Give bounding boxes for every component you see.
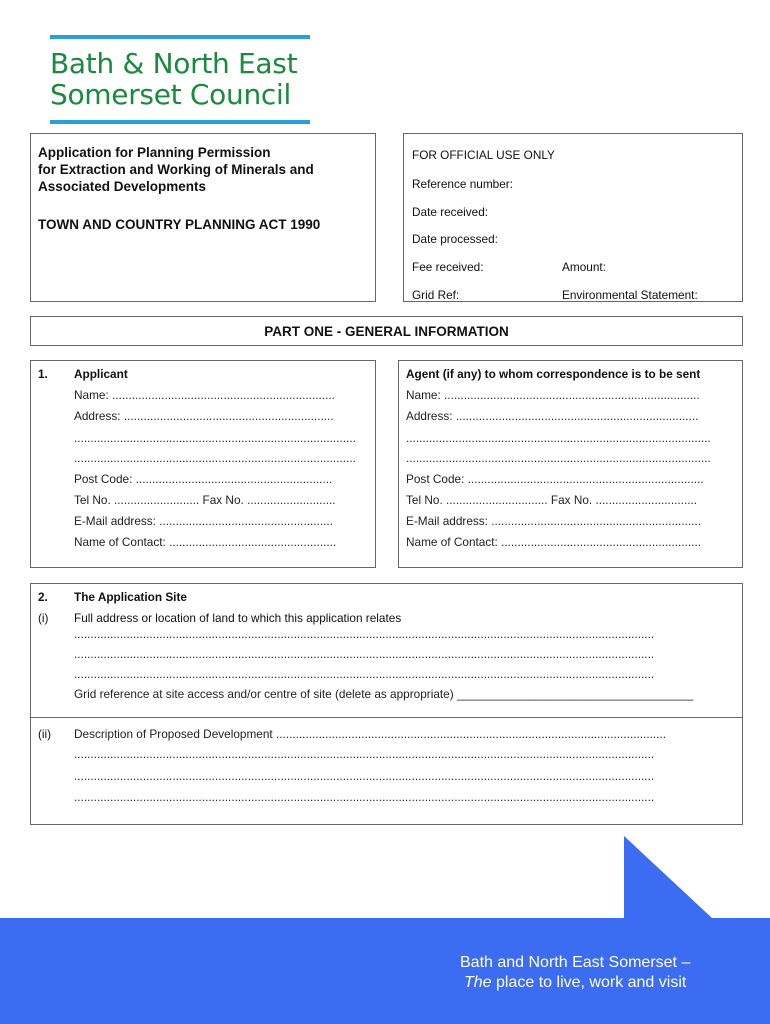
title-box <box>30 133 376 302</box>
section-1-box <box>30 360 376 568</box>
agent-tel-fax-field[interactable]: Tel No. ............................... Fax No. ............................... <box>406 493 698 507</box>
footer-slogan <box>460 953 690 993</box>
development-line-3[interactable]: ................................................................................................................................................................................. <box>74 790 655 804</box>
applicant-email-field[interactable]: E-Mail address: ..................................................... <box>74 514 333 528</box>
footer-line-2 <box>460 973 690 993</box>
logo-top-bar <box>50 35 310 39</box>
agent-address-line-1[interactable]: ............................................................................................. <box>406 431 711 445</box>
applicant-contact-field[interactable]: Name of Contact: ................................................... <box>74 535 337 549</box>
form-title-line-1: Application for Planning Permission <box>38 145 271 160</box>
act-title: TOWN AND COUNTRY PLANNING ACT 1990 <box>38 217 321 232</box>
site-address-line-1[interactable]: ................................................................................................................................................................................. <box>74 627 655 641</box>
official-use-box <box>403 133 743 302</box>
footer-line-1: Bath and North East Somerset – <box>460 954 691 971</box>
part-one-header <box>30 316 743 346</box>
agent-address-line-2[interactable]: ............................................................................................. <box>406 451 711 465</box>
section-2-box <box>30 583 743 825</box>
amount-label: Amount: <box>562 260 606 274</box>
part-one-title: PART ONE - GENERAL INFORMATION <box>264 324 509 339</box>
applicant-address-field[interactable]: Address: ................................................................ <box>74 409 334 423</box>
agent-box <box>398 360 743 568</box>
application-site-heading: The Application Site <box>74 590 187 604</box>
reference-number-label: Reference number: <box>412 177 513 191</box>
section-2-number: 2. <box>38 590 48 604</box>
date-received-label: Date received: <box>412 205 489 219</box>
official-heading: FOR OFFICIAL USE ONLY <box>412 148 555 162</box>
grid-reference-field[interactable]: Grid reference at site access and/or centre of site (delete as appropriate) ____________________________________ <box>74 687 694 701</box>
section-2-divider <box>31 717 742 718</box>
form-title-line-2: for Extraction and Working of Minerals and <box>38 162 314 177</box>
site-address-line-2[interactable]: ................................................................................................................................................................................. <box>74 647 655 661</box>
form-title-line-3: Associated Developments <box>38 179 207 194</box>
subsection-i-label: (i) <box>38 611 49 625</box>
agent-name-field[interactable]: Name: .............................................................................. <box>406 388 700 402</box>
logo-line-1: Bath & North East <box>50 47 298 80</box>
applicant-address-line-1[interactable]: ...................................................................................... <box>74 431 356 445</box>
agent-contact-field[interactable]: Name of Contact: ............................................................. <box>406 535 702 549</box>
development-line-1[interactable]: ................................................................................................................................................................................. <box>74 747 655 761</box>
development-description-field[interactable]: Description of Proposed Development ....................................................................................................................... <box>74 727 666 741</box>
date-processed-label: Date processed: <box>412 232 498 246</box>
development-line-2[interactable]: ................................................................................................................................................................................. <box>74 769 655 783</box>
site-address-prompt: Full address or location of land to which this application relates <box>74 611 402 625</box>
fee-received-label: Fee received: <box>412 260 484 274</box>
logo-bottom-bar <box>50 120 310 124</box>
applicant-tel-fax-field[interactable]: Tel No. .......................... Fax No. ........................... <box>74 493 336 507</box>
applicant-postcode-field[interactable]: Post Code: ............................................................ <box>74 472 333 486</box>
applicant-heading: Applicant <box>74 367 128 381</box>
agent-postcode-field[interactable]: Post Code: ........................................................................ <box>406 472 704 486</box>
grid-ref-label: Grid Ref: <box>412 288 460 302</box>
site-address-line-3[interactable]: ................................................................................................................................................................................. <box>74 667 655 681</box>
subsection-ii-label: (ii) <box>38 727 52 741</box>
section-1-number: 1. <box>38 367 48 381</box>
agent-address-field[interactable]: Address: .......................................................................... <box>406 409 699 423</box>
environmental-statement-label: Environmental Statement: <box>562 288 698 302</box>
council-logo <box>50 48 297 110</box>
applicant-name-field[interactable]: Name: .................................................................... <box>74 388 335 402</box>
agent-heading: Agent (if any) to whom correspondence is to be sent <box>406 367 701 381</box>
logo-line-2: Somerset Council <box>50 78 291 111</box>
applicant-address-line-2[interactable]: ...................................................................................... <box>74 451 356 465</box>
footer-line-2-rest: place to live, work and visit <box>491 974 687 991</box>
footer-tab-shape <box>0 836 770 1024</box>
agent-email-field[interactable]: E-Mail address: ................................................................ <box>406 514 701 528</box>
footer-emphasis: The <box>464 974 492 991</box>
